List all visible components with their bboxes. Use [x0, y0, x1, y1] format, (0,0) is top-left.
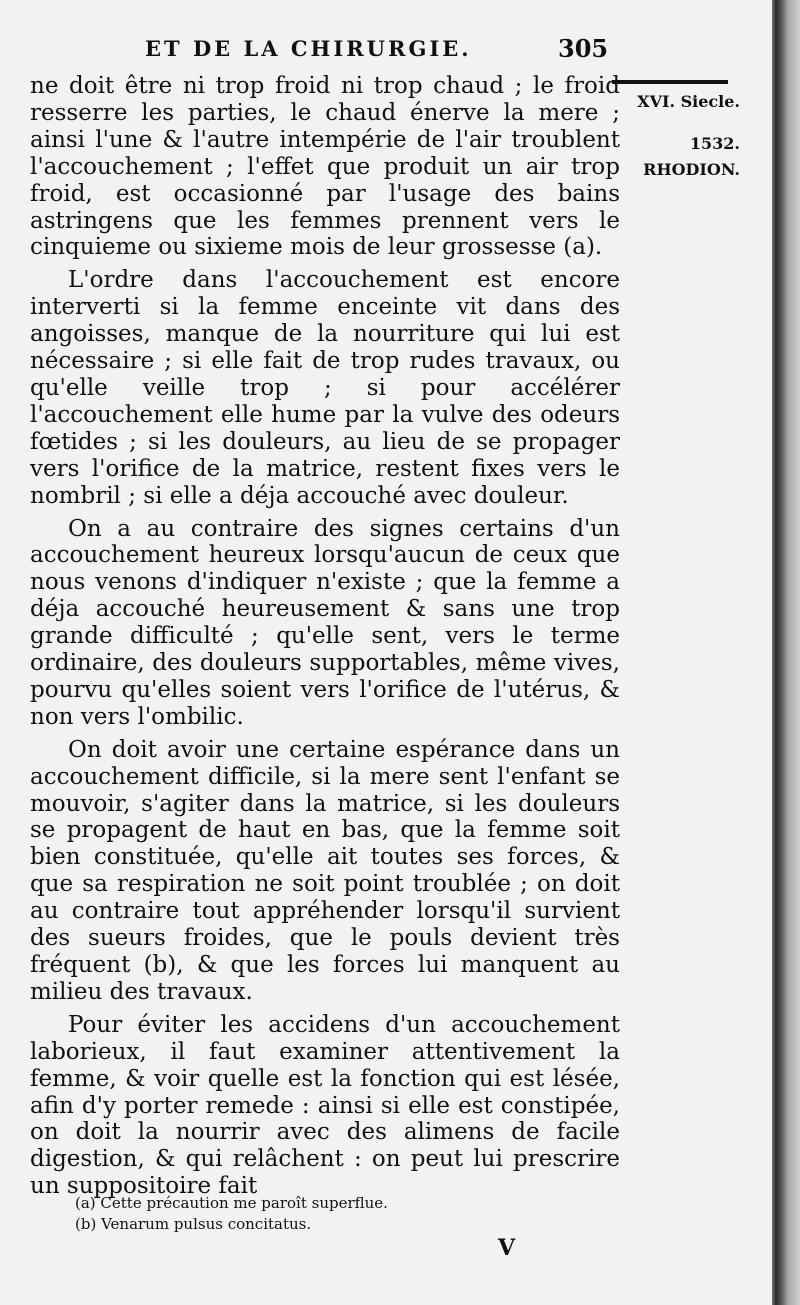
footnote-a: (a) Cette précaution me paroît superflue.	[75, 1194, 388, 1212]
body-text	[30, 73, 620, 1200]
paragraph-3: On a au contraire des signes certains d'un accouchement heureux lorsqu'aucun de ceux que nous venons d'indiquer n'existe ; que la femme a déja accouché heureusement & sans une trop grande difficulté ; qu'elle sent, vers le terme ordinaire, des douleurs supportables, même vives, pourvu qu'elles soient vers l'orifice de l'utérus, & non vers l'ombilic.	[30, 515, 620, 730]
margin-author: RHODION.	[643, 160, 740, 179]
paragraph-4: On doit avoir une certaine espérance dans un accouchement difficile, si la mere sent l'enfant se mouvoir, s'agiter dans la matrice, si les douleurs se propagent de haut en bas, que la femme soit bien constituée, qu'elle ait toutes ses forces, & que sa respiration ne soit point troublée ; on doit au contraire tout appréhender lorsqu'il survient des sueurs froides, que le pouls devient très fréquent (b), & que les forces lui manquent au milieu des travaux.	[30, 736, 620, 1005]
margin-rule	[612, 80, 728, 84]
footnote-b: (b) Venarum pulsus concitatus.	[75, 1215, 312, 1233]
footnotes	[75, 1193, 615, 1235]
running-title: ET DE LA CHIRURGIE.	[145, 36, 472, 61]
book-edge	[772, 0, 800, 1305]
paragraph-2: L'ordre dans l'accouchement est encore interverti si la femme enceinte vit dans des angoisses, manque de la nourriture qui lui est nécessaire ; si elle fait de trop rudes travaux, ou qu'elle veille trop ; si pour accélérer l'accouchement elle hume par la vulve des odeurs fœtides ; si les douleurs, au lieu de se propager vers l'orifice de la matrice, restent fixes vers le nombril ; si elle a déja accouché avec douleur.	[30, 267, 620, 509]
margin-year: 1532.	[689, 134, 740, 153]
margin-century: XVI. Siecle.	[637, 92, 740, 111]
page-number: 305	[558, 34, 609, 63]
signature-mark: V	[498, 1235, 516, 1261]
paragraph-5: Pour éviter les accidens d'un accouchement laborieux, il faut examiner attentivement la femme, & voir quelle est la fonction qui est lésée, afin d'y porter remede : ainsi si elle est constipée, on doit la nourrir avec des alimens de facile digestion, & qui relâchent : on peut lui prescrire un suppositoire fait	[30, 1011, 620, 1200]
paragraph-1: ne doit être ni trop froid ni trop chaud ; le froid resserre les parties, le chaud énerve la mere ; ainsi l'une & l'autre intempérie de l'air troublent l'accouchement ; l'effet que produit un air trop froid, est occasionné par l'usage des bains astringens que les femmes prennent vers le cinquieme ou sixieme mois de leur grossesse (a).	[30, 73, 620, 261]
